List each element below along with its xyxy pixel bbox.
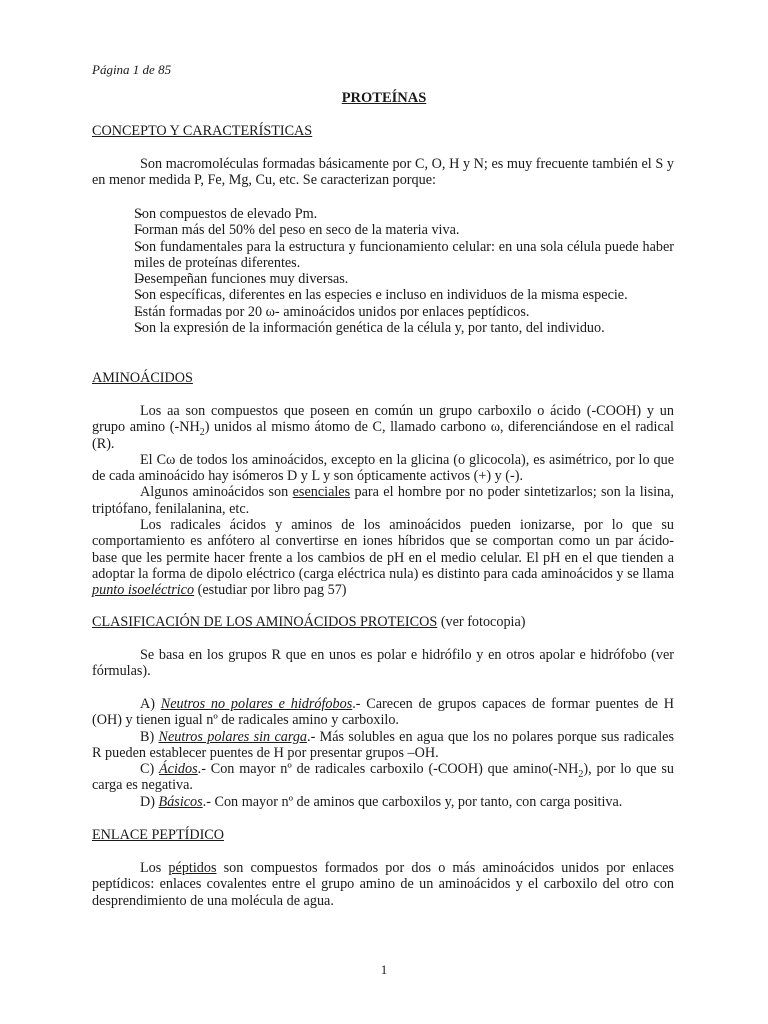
paragraph: Algunos aminoácidos son esenciales para el hombre por no poder sintetizarlos; son la lisina, triptófano, fenilalanina, etc. [92, 484, 674, 517]
document-title: PROTEÍNAS [341, 90, 427, 106]
paragraph: Los radicales ácidos y aminos de los aminoácidos pueden ionizarse, por lo que su comportamiento es anfótero al convertirse en iones híbridos que se comportan como un par ácido-base que les permite hacer frente a los cambios de pH en el medio celular. El pH en el que tienden a adoptar la forma de dipolo eléctrico (carga eléctrica nula) es distinto para cada aminoácidos y se llama punto isoeléctrico (estudiar por libro pag 57) [92, 517, 674, 599]
aminoacidos-text [92, 403, 674, 599]
term-esenciales: esenciales [292, 484, 351, 501]
paragraph: Los aa son compuestos que poseen en común un grupo carboxilo o ácido (-COOH) y un grupo amino $(-NH_2)$ unidos al mismo átomo de C, llamado carbono ω, diferenciándose en el radical (R). [92, 403, 674, 452]
list-item: - Son la expresión de la información genética de la célula y, por tanto, del individuo. [92, 320, 674, 336]
clasificacion-intro: Se basa en los grupos R que en unos es polar e hidrófilo y en otros apolar e hidrófobo (ver fórmulas). [92, 647, 674, 680]
class-item-b: B) Neutros polares sin carga.- Más solubles en agua que los no polares porque sus radicales R pueden establecer puentes de H por presentar grupos –OH. [92, 728, 675, 761]
section-heading-clasificacion-row [92, 614, 526, 630]
characteristics-list [92, 206, 674, 336]
page-number: 1 [380, 962, 388, 977]
class-item-d: D) Básicos.- Con mayor nº de aminos que carboxilos y, por tanto, con carga positiva. [140, 793, 623, 810]
class-item-a: A) Neutros no polares e hidrófobos.- Carecen de grupos capaces de formar puentes de H (OH) y tienen igual nº de radicales amino y carboxilo. [92, 696, 674, 729]
list-item: - Son fundamentales para la estructura y funcionamiento celular: en una sola célula puede haber miles de proteínas diferentes. [92, 239, 674, 272]
concepto-intro: Son macromoléculas formadas básicamente por C, O, H y N; es muy frecuente también el S y en menor medida P, Fe, Mg, Cu, etc. Se caracterizan porque: [92, 156, 674, 189]
list-item: - Desempeñan funciones muy diversas. [92, 271, 674, 287]
list-item: - Son compuestos de elevado Pm. [92, 206, 674, 222]
section-heading-concepto: CONCEPTO Y CARACTERÍSTICAS [92, 123, 313, 139]
heading-note: (ver fotocopia) [437, 614, 526, 630]
section-heading-aminoacidos: AMINOÁCIDOS [92, 370, 193, 386]
paragraph: El Cω de todos los aminoácidos, excepto en la glicina (o glicocola), es asimétrico, por lo que de cada aminoácido hay isómeros D y L y son ópticamente activos (+) y (-). [92, 451, 674, 485]
list-item: - Forman más del 50% del peso en seco de la materia viva. [92, 222, 674, 238]
section-heading-clasificacion: CLASIFICACIÓN DE LOS AMINOÁCIDOS PROTEICOS [92, 614, 438, 630]
class-item-c: C) Ácidos.- Con mayor nº de radicales carboxilo (-COOH) que $amino(-NH_2)$, por lo que su carga es negativa. [92, 761, 674, 794]
term-punto-isoelectrico: punto isoeléctrico [92, 582, 195, 599]
page-header: Página 1 de 85 [92, 62, 172, 77]
clasificacion-list [92, 696, 674, 810]
list-item: - Son específicas, diferentes en las especies e incluso en individuos de la misma especie. [92, 287, 674, 303]
enlace-text: Los péptidos son compuestos formados por dos o más aminoácidos unidos por enlaces peptídicos: enlaces covalentes entre el grupo amino de un aminoácidos y el carboxilo del otro con desprendimiento de una molécula de agua. [92, 860, 674, 909]
section-heading-enlace: ENLACE PEPTÍDICO [92, 827, 225, 843]
term-peptidos: péptidos [168, 860, 217, 876]
list-item: - Están formadas por 20 ω- aminoácidos unidos por enlaces peptídicos. [92, 304, 674, 320]
